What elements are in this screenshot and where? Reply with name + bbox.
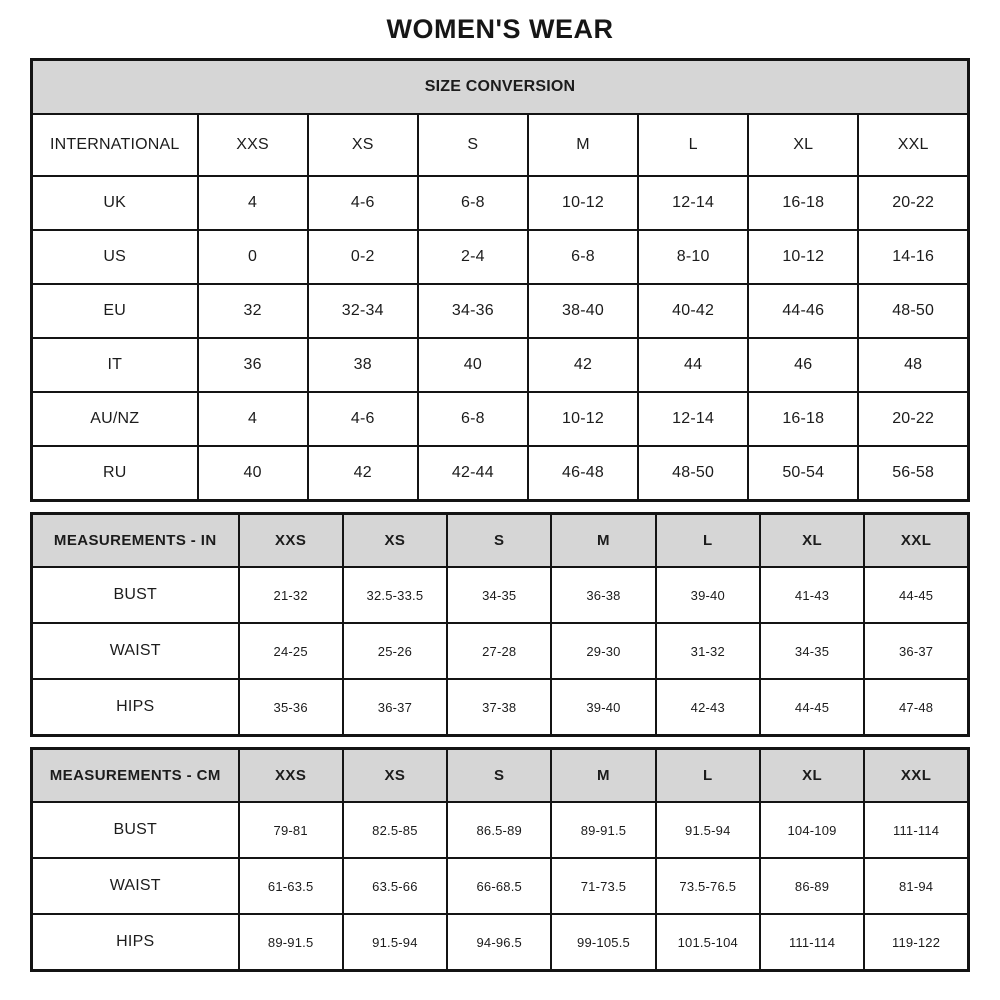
table-cell: 6-8 — [418, 176, 528, 230]
row-label: WAIST — [32, 623, 239, 679]
table-cell: 34-35 — [447, 567, 551, 623]
size-header-cell: M — [551, 514, 655, 568]
table-row — [32, 914, 969, 971]
size-header-cell: XS — [343, 514, 447, 568]
table-cell: 12-14 — [638, 176, 748, 230]
table-cell: 29-30 — [551, 623, 655, 679]
size-header-cell: XXS — [198, 114, 308, 176]
table-cell: 47-48 — [864, 679, 968, 736]
table-cell: 21-32 — [239, 567, 343, 623]
table-cell: 42-43 — [656, 679, 760, 736]
table-row — [32, 60, 969, 115]
table-cell: 46 — [748, 338, 858, 392]
table-cell: 39-40 — [656, 567, 760, 623]
table-header-row — [32, 514, 969, 568]
table-cell: 16-18 — [748, 176, 858, 230]
size-conversion-table — [30, 58, 970, 502]
table-cell: 40-42 — [638, 284, 748, 338]
table-row — [32, 858, 969, 914]
table-cell: 40 — [418, 338, 528, 392]
table-cell: 36-37 — [864, 623, 968, 679]
table-cell: 99-105.5 — [551, 914, 655, 971]
size-header-cell: M — [528, 114, 638, 176]
table-cell: 2-4 — [418, 230, 528, 284]
size-header-cell: XXL — [864, 514, 968, 568]
table-cell: 89-91.5 — [551, 802, 655, 858]
table-cell: 10-12 — [528, 176, 638, 230]
table-cell: 38-40 — [528, 284, 638, 338]
table-cell: 8-10 — [638, 230, 748, 284]
table-cell: 36 — [198, 338, 308, 392]
table-cell: 73.5-76.5 — [656, 858, 760, 914]
table-row — [32, 176, 969, 230]
table-cell: 44-45 — [760, 679, 864, 736]
table-cell: 16-18 — [748, 392, 858, 446]
table-cell: 32-34 — [308, 284, 418, 338]
row-label: RU — [32, 446, 198, 501]
size-header-cell: S — [418, 114, 528, 176]
table-cell: 89-91.5 — [239, 914, 343, 971]
table-cell: 34-35 — [760, 623, 864, 679]
table-row — [32, 284, 969, 338]
table-cell: 44 — [638, 338, 748, 392]
table-cell: 6-8 — [418, 392, 528, 446]
table-cell: 20-22 — [858, 176, 968, 230]
table-cell: 86-89 — [760, 858, 864, 914]
table-row — [32, 230, 969, 284]
table-row — [32, 567, 969, 623]
size-conversion-title: SIZE CONVERSION — [32, 60, 969, 115]
table-cell: 91.5-94 — [656, 802, 760, 858]
measurements-cm-title: MEASUREMENTS - CM — [32, 749, 239, 803]
table-cell: 48 — [858, 338, 968, 392]
table-cell: 63.5-66 — [343, 858, 447, 914]
size-header-cell: XL — [748, 114, 858, 176]
size-header-cell: S — [447, 749, 551, 803]
row-label: IT — [32, 338, 198, 392]
row-label: UK — [32, 176, 198, 230]
table-cell: 37-38 — [447, 679, 551, 736]
table-cell: 25-26 — [343, 623, 447, 679]
table-cell: 48-50 — [638, 446, 748, 501]
table-cell: 111-114 — [864, 802, 968, 858]
table-cell: 14-16 — [858, 230, 968, 284]
table-cell: 66-68.5 — [447, 858, 551, 914]
row-label: INTERNATIONAL — [32, 114, 198, 176]
table-cell: 82.5-85 — [343, 802, 447, 858]
table-cell: 91.5-94 — [343, 914, 447, 971]
table-cell: 32.5-33.5 — [343, 567, 447, 623]
table-cell: 4 — [198, 392, 308, 446]
table-cell: 44-45 — [864, 567, 968, 623]
measurements-in-title: MEASUREMENTS - IN — [32, 514, 239, 568]
table-cell: 34-36 — [418, 284, 528, 338]
size-header-cell: XXS — [239, 749, 343, 803]
size-header-cell: XXS — [239, 514, 343, 568]
table-cell: 48-50 — [858, 284, 968, 338]
table-cell: 71-73.5 — [551, 858, 655, 914]
table-cell: 40 — [198, 446, 308, 501]
table-row — [32, 338, 969, 392]
table-cell: 56-58 — [858, 446, 968, 501]
table-cell: 61-63.5 — [239, 858, 343, 914]
table-cell: 6-8 — [528, 230, 638, 284]
table-cell: 79-81 — [239, 802, 343, 858]
size-header-cell: L — [638, 114, 748, 176]
measurements-cm-table — [30, 747, 970, 972]
table-row — [32, 446, 969, 501]
table-cell: 36-37 — [343, 679, 447, 736]
table-cell: 10-12 — [528, 392, 638, 446]
page-title: WOMEN'S WEAR — [386, 14, 614, 44]
measurements-in-table — [30, 512, 970, 737]
table-cell: 24-25 — [239, 623, 343, 679]
table-cell: 0 — [198, 230, 308, 284]
row-label: AU/NZ — [32, 392, 198, 446]
table-row — [32, 392, 969, 446]
size-header-cell: XXL — [858, 114, 968, 176]
table-cell: 50-54 — [748, 446, 858, 501]
table-cell: 39-40 — [551, 679, 655, 736]
table-cell: 38 — [308, 338, 418, 392]
size-header-cell: XXL — [864, 749, 968, 803]
table-cell: 35-36 — [239, 679, 343, 736]
table-cell: 31-32 — [656, 623, 760, 679]
size-header-cell: S — [447, 514, 551, 568]
size-header-cell: XL — [760, 514, 864, 568]
table-cell: 42-44 — [418, 446, 528, 501]
row-label: EU — [32, 284, 198, 338]
table-cell: 32 — [198, 284, 308, 338]
table-cell: 27-28 — [447, 623, 551, 679]
row-label: US — [32, 230, 198, 284]
table-cell: 41-43 — [760, 567, 864, 623]
table-cell: 36-38 — [551, 567, 655, 623]
table-cell: 42 — [308, 446, 418, 501]
size-header-cell: M — [551, 749, 655, 803]
table-cell: 101.5-104 — [656, 914, 760, 971]
table-cell: 46-48 — [528, 446, 638, 501]
row-label: HIPS — [32, 914, 239, 971]
table-cell: 20-22 — [858, 392, 968, 446]
table-cell: 81-94 — [864, 858, 968, 914]
table-cell: 86.5-89 — [447, 802, 551, 858]
table-cell: 12-14 — [638, 392, 748, 446]
table-header-row — [32, 114, 969, 176]
size-header-cell: L — [656, 514, 760, 568]
table-header-row — [32, 749, 969, 803]
table-row — [32, 802, 969, 858]
table-cell: 4-6 — [308, 176, 418, 230]
row-label: HIPS — [32, 679, 239, 736]
table-cell: 94-96.5 — [447, 914, 551, 971]
row-label: BUST — [32, 567, 239, 623]
table-row — [32, 679, 969, 736]
table-cell: 119-122 — [864, 914, 968, 971]
size-header-cell: XS — [343, 749, 447, 803]
size-header-cell: L — [656, 749, 760, 803]
table-row — [32, 623, 969, 679]
table-cell: 4 — [198, 176, 308, 230]
table-cell: 0-2 — [308, 230, 418, 284]
table-cell: 111-114 — [760, 914, 864, 971]
table-cell: 4-6 — [308, 392, 418, 446]
table-cell: 10-12 — [748, 230, 858, 284]
table-cell: 104-109 — [760, 802, 864, 858]
table-cell: 44-46 — [748, 284, 858, 338]
row-label: BUST — [32, 802, 239, 858]
size-header-cell: XL — [760, 749, 864, 803]
row-label: WAIST — [32, 858, 239, 914]
table-cell: 42 — [528, 338, 638, 392]
size-header-cell: XS — [308, 114, 418, 176]
